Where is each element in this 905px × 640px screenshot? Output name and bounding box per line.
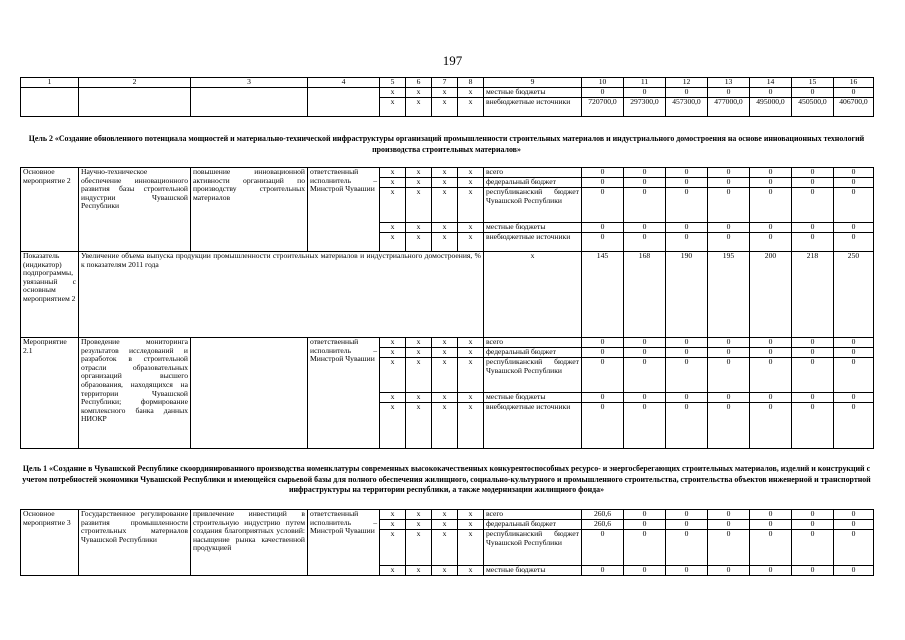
year-value: 0 xyxy=(792,178,834,188)
year-value: 0 xyxy=(792,348,834,358)
year-value: 0 xyxy=(834,233,874,252)
responsible-executor: ответственный исполнитель – Минстрой Чувашии xyxy=(308,168,380,252)
year-value: 0 xyxy=(666,403,708,449)
x-mark: x xyxy=(458,233,484,252)
x-mark: x xyxy=(432,338,458,348)
x-mark: x xyxy=(380,168,406,178)
year-value: 0 xyxy=(750,88,792,98)
x-mark: x xyxy=(432,393,458,403)
year-value: 0 xyxy=(708,178,750,188)
indicator-value: 168 xyxy=(624,252,666,338)
x-mark: x xyxy=(380,520,406,530)
year-value: 0 xyxy=(750,233,792,252)
year-value: 450500,0 xyxy=(792,98,834,117)
x-mark: x xyxy=(406,566,432,576)
indicator-value: 218 xyxy=(792,252,834,338)
year-value: 0 xyxy=(750,393,792,403)
measure-description: Научно-техническое обеспечение инновационного развития базы строительной индустрии Чувашской Республики xyxy=(79,168,191,252)
funding-source: местные бюджеты xyxy=(484,393,582,403)
table-row xyxy=(21,338,874,348)
funding-source: федеральный бюджет xyxy=(484,178,582,188)
year-value: 0 xyxy=(666,510,708,520)
column-number: 16 xyxy=(834,78,874,88)
x-mark: x xyxy=(406,223,432,233)
column-number: 9 xyxy=(484,78,582,88)
year-value: 0 xyxy=(750,168,792,178)
empty-cell xyxy=(308,88,380,117)
year-value: 260,6 xyxy=(582,510,624,520)
column-number: 8 xyxy=(458,78,484,88)
empty-cell xyxy=(21,88,79,117)
column-number: 4 xyxy=(308,78,380,88)
year-value: 0 xyxy=(708,530,750,566)
x-mark: x xyxy=(406,530,432,566)
year-value: 0 xyxy=(834,223,874,233)
year-value: 0 xyxy=(750,188,792,223)
x-mark: x xyxy=(432,348,458,358)
funding-source: всего xyxy=(484,168,582,178)
x-mark: x xyxy=(432,530,458,566)
year-value: 0 xyxy=(708,358,750,393)
measure-name: Мероприятие 2.1 xyxy=(21,338,79,449)
funding-source: внебюджетные источники xyxy=(484,403,582,449)
x-mark: x xyxy=(406,88,432,98)
x-mark: x xyxy=(406,510,432,520)
indicator-text: Увеличение объема выпуска продукции промышленности строительных материалов и индустриального домостроения, % к показателям 2011 года xyxy=(79,252,484,338)
column-number: 5 xyxy=(380,78,406,88)
x-mark: x xyxy=(458,393,484,403)
x-mark: x xyxy=(432,168,458,178)
x-mark: x xyxy=(432,403,458,449)
year-value: 0 xyxy=(624,338,666,348)
responsible-executor: ответственный исполнитель – Минстрой Чувашии xyxy=(308,338,380,449)
year-value: 0 xyxy=(834,178,874,188)
funding-source: внебюджетные источники xyxy=(484,98,582,117)
x-mark: x xyxy=(458,530,484,566)
year-value: 0 xyxy=(624,393,666,403)
x-mark: x xyxy=(458,188,484,223)
column-number: 11 xyxy=(624,78,666,88)
year-value: 0 xyxy=(708,168,750,178)
year-value: 720700,0 xyxy=(582,98,624,117)
x-mark: x xyxy=(406,393,432,403)
year-value: 0 xyxy=(834,188,874,223)
x-mark: x xyxy=(432,223,458,233)
year-value: 0 xyxy=(792,88,834,98)
year-value: 0 xyxy=(708,566,750,576)
funding-source: местные бюджеты xyxy=(484,88,582,98)
table-row xyxy=(21,168,874,178)
year-value: 0 xyxy=(792,403,834,449)
year-value: 0 xyxy=(792,520,834,530)
column-number: 2 xyxy=(79,78,191,88)
year-value: 0 xyxy=(750,403,792,449)
x-mark: x xyxy=(406,233,432,252)
measure-name: Основное мероприятие 2 xyxy=(21,168,79,252)
x-mark: x xyxy=(406,178,432,188)
year-value: 0 xyxy=(624,223,666,233)
year-value: 0 xyxy=(666,530,708,566)
year-value: 0 xyxy=(666,348,708,358)
x-mark: x xyxy=(484,252,582,338)
indicator-value: 145 xyxy=(582,252,624,338)
empty-cell xyxy=(79,88,191,117)
year-value: 0 xyxy=(750,510,792,520)
indicator-value: 200 xyxy=(750,252,792,338)
year-value: 0 xyxy=(750,223,792,233)
responsible-executor: ответственный исполнитель – Минстрой Чувашии xyxy=(308,510,380,576)
measure-goal: повышение инновационной активности организаций по производству строительных материалов xyxy=(191,168,308,252)
x-mark: x xyxy=(406,403,432,449)
year-value: 0 xyxy=(624,520,666,530)
year-value: 0 xyxy=(582,188,624,223)
x-mark: x xyxy=(380,98,406,117)
column-number: 7 xyxy=(432,78,458,88)
year-value: 0 xyxy=(624,358,666,393)
x-mark: x xyxy=(458,358,484,393)
year-value: 0 xyxy=(792,188,834,223)
year-value: 0 xyxy=(834,520,874,530)
funding-source: местные бюджеты xyxy=(484,223,582,233)
funding-source: внебюджетные источники xyxy=(484,233,582,252)
year-value: 0 xyxy=(582,88,624,98)
year-value: 0 xyxy=(582,403,624,449)
year-value: 0 xyxy=(792,510,834,520)
year-value: 0 xyxy=(708,338,750,348)
x-mark: x xyxy=(432,188,458,223)
funding-source: всего xyxy=(484,338,582,348)
column-number: 6 xyxy=(406,78,432,88)
x-mark: x xyxy=(458,348,484,358)
year-value: 0 xyxy=(834,338,874,348)
year-value: 0 xyxy=(624,530,666,566)
measure-goal: привлечение инвестиций в строительную индустрию путем создания благоприятных условий: насыщение рынка качественной продукцией xyxy=(191,510,308,576)
year-value: 0 xyxy=(708,233,750,252)
year-value: 0 xyxy=(624,88,666,98)
year-value: 0 xyxy=(582,178,624,188)
x-mark: x xyxy=(406,338,432,348)
year-value: 0 xyxy=(708,403,750,449)
year-value: 0 xyxy=(666,223,708,233)
x-mark: x xyxy=(432,233,458,252)
x-mark: x xyxy=(458,98,484,117)
x-mark: x xyxy=(458,338,484,348)
x-mark: x xyxy=(406,348,432,358)
x-mark: x xyxy=(432,88,458,98)
x-mark: x xyxy=(380,358,406,393)
column-number: 3 xyxy=(191,78,308,88)
funding-source: республиканский бюджет Чувашской Республики xyxy=(484,188,582,223)
table-header-section xyxy=(20,77,874,117)
year-value: 0 xyxy=(624,348,666,358)
year-value: 0 xyxy=(666,338,708,348)
indicator-name: Показатель (индикатор) подпрограммы, увязанный с основным мероприятием 2 xyxy=(21,252,79,338)
x-mark: x xyxy=(380,510,406,520)
year-value: 0 xyxy=(834,530,874,566)
year-value: 0 xyxy=(750,348,792,358)
x-mark: x xyxy=(406,188,432,223)
x-mark: x xyxy=(458,510,484,520)
year-value: 297300,0 xyxy=(624,98,666,117)
year-value: 0 xyxy=(666,168,708,178)
year-value: 0 xyxy=(708,510,750,520)
year-value: 0 xyxy=(834,566,874,576)
year-value: 0 xyxy=(624,403,666,449)
year-value: 495000,0 xyxy=(750,98,792,117)
year-value: 0 xyxy=(792,566,834,576)
funding-source: федеральный бюджет xyxy=(484,348,582,358)
year-value: 0 xyxy=(666,88,708,98)
x-mark: x xyxy=(380,348,406,358)
column-number: 14 xyxy=(750,78,792,88)
x-mark: x xyxy=(380,178,406,188)
year-value: 0 xyxy=(666,520,708,530)
x-mark: x xyxy=(406,520,432,530)
x-mark: x xyxy=(432,178,458,188)
year-value: 0 xyxy=(582,566,624,576)
x-mark: x xyxy=(380,530,406,566)
x-mark: x xyxy=(458,403,484,449)
year-value: 0 xyxy=(750,178,792,188)
year-value: 0 xyxy=(792,530,834,566)
year-value: 0 xyxy=(792,358,834,393)
year-value: 0 xyxy=(624,178,666,188)
year-value: 457300,0 xyxy=(666,98,708,117)
x-mark: x xyxy=(406,358,432,393)
year-value: 0 xyxy=(792,338,834,348)
goal-2-heading: Цель 2 «Создание обновленного потенциала мощностей и материально-технической инфраструктуры организаций промышленности строительных материалов и индустриального домостроения на основе инновационных технологий производства строительных материалов» xyxy=(28,134,865,154)
indicator-value: 195 xyxy=(708,252,750,338)
column-number: 12 xyxy=(666,78,708,88)
x-mark: x xyxy=(380,233,406,252)
column-number: 10 xyxy=(582,78,624,88)
x-mark: x xyxy=(458,178,484,188)
indicator-value: 190 xyxy=(666,252,708,338)
column-number: 13 xyxy=(708,78,750,88)
table-main-measure-2 xyxy=(20,167,874,449)
x-mark: x xyxy=(406,168,432,178)
year-value: 0 xyxy=(666,566,708,576)
x-mark: x xyxy=(432,566,458,576)
x-mark: x xyxy=(380,393,406,403)
funding-source: местные бюджеты xyxy=(484,566,582,576)
measure-description: Государственное регулирование развития промышленности строительных материалов Чувашской Республики xyxy=(79,510,191,576)
year-value: 0 xyxy=(624,510,666,520)
funding-source: республиканский бюджет Чувашской Республики xyxy=(484,358,582,393)
year-value: 0 xyxy=(792,223,834,233)
x-mark: x xyxy=(458,223,484,233)
x-mark: x xyxy=(432,510,458,520)
x-mark: x xyxy=(380,223,406,233)
year-value: 0 xyxy=(582,233,624,252)
year-value: 0 xyxy=(708,393,750,403)
year-value: 0 xyxy=(708,88,750,98)
table-row xyxy=(21,510,874,520)
year-value: 0 xyxy=(666,393,708,403)
x-mark: x xyxy=(380,88,406,98)
year-value: 0 xyxy=(792,393,834,403)
column-number: 15 xyxy=(792,78,834,88)
year-value: 0 xyxy=(750,530,792,566)
x-mark: x xyxy=(432,358,458,393)
year-value: 406700,0 xyxy=(834,98,874,117)
x-mark: x xyxy=(458,168,484,178)
year-value: 0 xyxy=(792,233,834,252)
year-value: 0 xyxy=(750,520,792,530)
year-value: 0 xyxy=(792,168,834,178)
measure-goal xyxy=(191,338,308,449)
x-mark: x xyxy=(458,566,484,576)
year-value: 0 xyxy=(708,348,750,358)
x-mark: x xyxy=(458,520,484,530)
year-value: 0 xyxy=(834,348,874,358)
year-value: 0 xyxy=(834,88,874,98)
year-value: 0 xyxy=(834,393,874,403)
year-value: 260,6 xyxy=(582,520,624,530)
year-value: 0 xyxy=(582,338,624,348)
year-value: 0 xyxy=(750,566,792,576)
year-value: 0 xyxy=(666,358,708,393)
goal-1-heading: Цель 1 «Создание в Чувашской Республике скоординированного производства номенклатуры современных высококачественных конкурентоспособных ресурсо- и энергосберегающих строительных материалов, изделий и конструкций с учетом потребностей экономики Чувашской Республики и имеющейся сырьевой базы для полного обеспечения жилищного, социально-культурного и промышленного строительства, строительства объектов инженерной и транспортной инфраструктуры на территории республики, а также модернизации жилищного фонда» xyxy=(22,464,871,494)
year-value: 0 xyxy=(708,188,750,223)
funding-source: федеральный бюджет xyxy=(484,520,582,530)
year-value: 0 xyxy=(624,168,666,178)
year-value: 0 xyxy=(834,168,874,178)
measure-description: Проведение мониторинга результатов исследований и разработок в строительной отрасли образовательных организаций высшего образования, находящихся на территории Чувашской Республики; формирование комплексного банка данных НИОКР xyxy=(79,338,191,449)
table-row xyxy=(21,78,874,88)
year-value: 0 xyxy=(834,358,874,393)
x-mark: x xyxy=(458,88,484,98)
year-value: 0 xyxy=(582,348,624,358)
year-value: 0 xyxy=(624,233,666,252)
table-main-measure-3 xyxy=(20,509,874,576)
column-number: 1 xyxy=(21,78,79,88)
x-mark: x xyxy=(380,188,406,223)
year-value: 477000,0 xyxy=(708,98,750,117)
year-value: 0 xyxy=(666,178,708,188)
x-mark: x xyxy=(380,566,406,576)
year-value: 0 xyxy=(582,358,624,393)
year-value: 0 xyxy=(750,338,792,348)
year-value: 0 xyxy=(582,223,624,233)
table-row xyxy=(21,88,874,98)
year-value: 0 xyxy=(834,403,874,449)
year-value: 0 xyxy=(582,393,624,403)
year-value: 0 xyxy=(666,233,708,252)
measure-name: Основное мероприятие 3 xyxy=(21,510,79,576)
empty-cell xyxy=(191,88,308,117)
year-value: 0 xyxy=(624,188,666,223)
year-value: 0 xyxy=(666,188,708,223)
year-value: 0 xyxy=(582,530,624,566)
year-value: 0 xyxy=(582,168,624,178)
year-value: 0 xyxy=(708,520,750,530)
page-number: 197 xyxy=(442,53,463,68)
x-mark: x xyxy=(380,338,406,348)
year-value: 0 xyxy=(624,566,666,576)
x-mark: x xyxy=(380,403,406,449)
table-row xyxy=(21,252,874,338)
x-mark: x xyxy=(432,520,458,530)
funding-source: республиканский бюджет Чувашской Республики xyxy=(484,530,582,566)
year-value: 0 xyxy=(708,223,750,233)
year-value: 0 xyxy=(834,510,874,520)
funding-source: всего xyxy=(484,510,582,520)
indicator-value: 250 xyxy=(834,252,874,338)
year-value: 0 xyxy=(750,358,792,393)
x-mark: x xyxy=(432,98,458,117)
x-mark: x xyxy=(406,98,432,117)
